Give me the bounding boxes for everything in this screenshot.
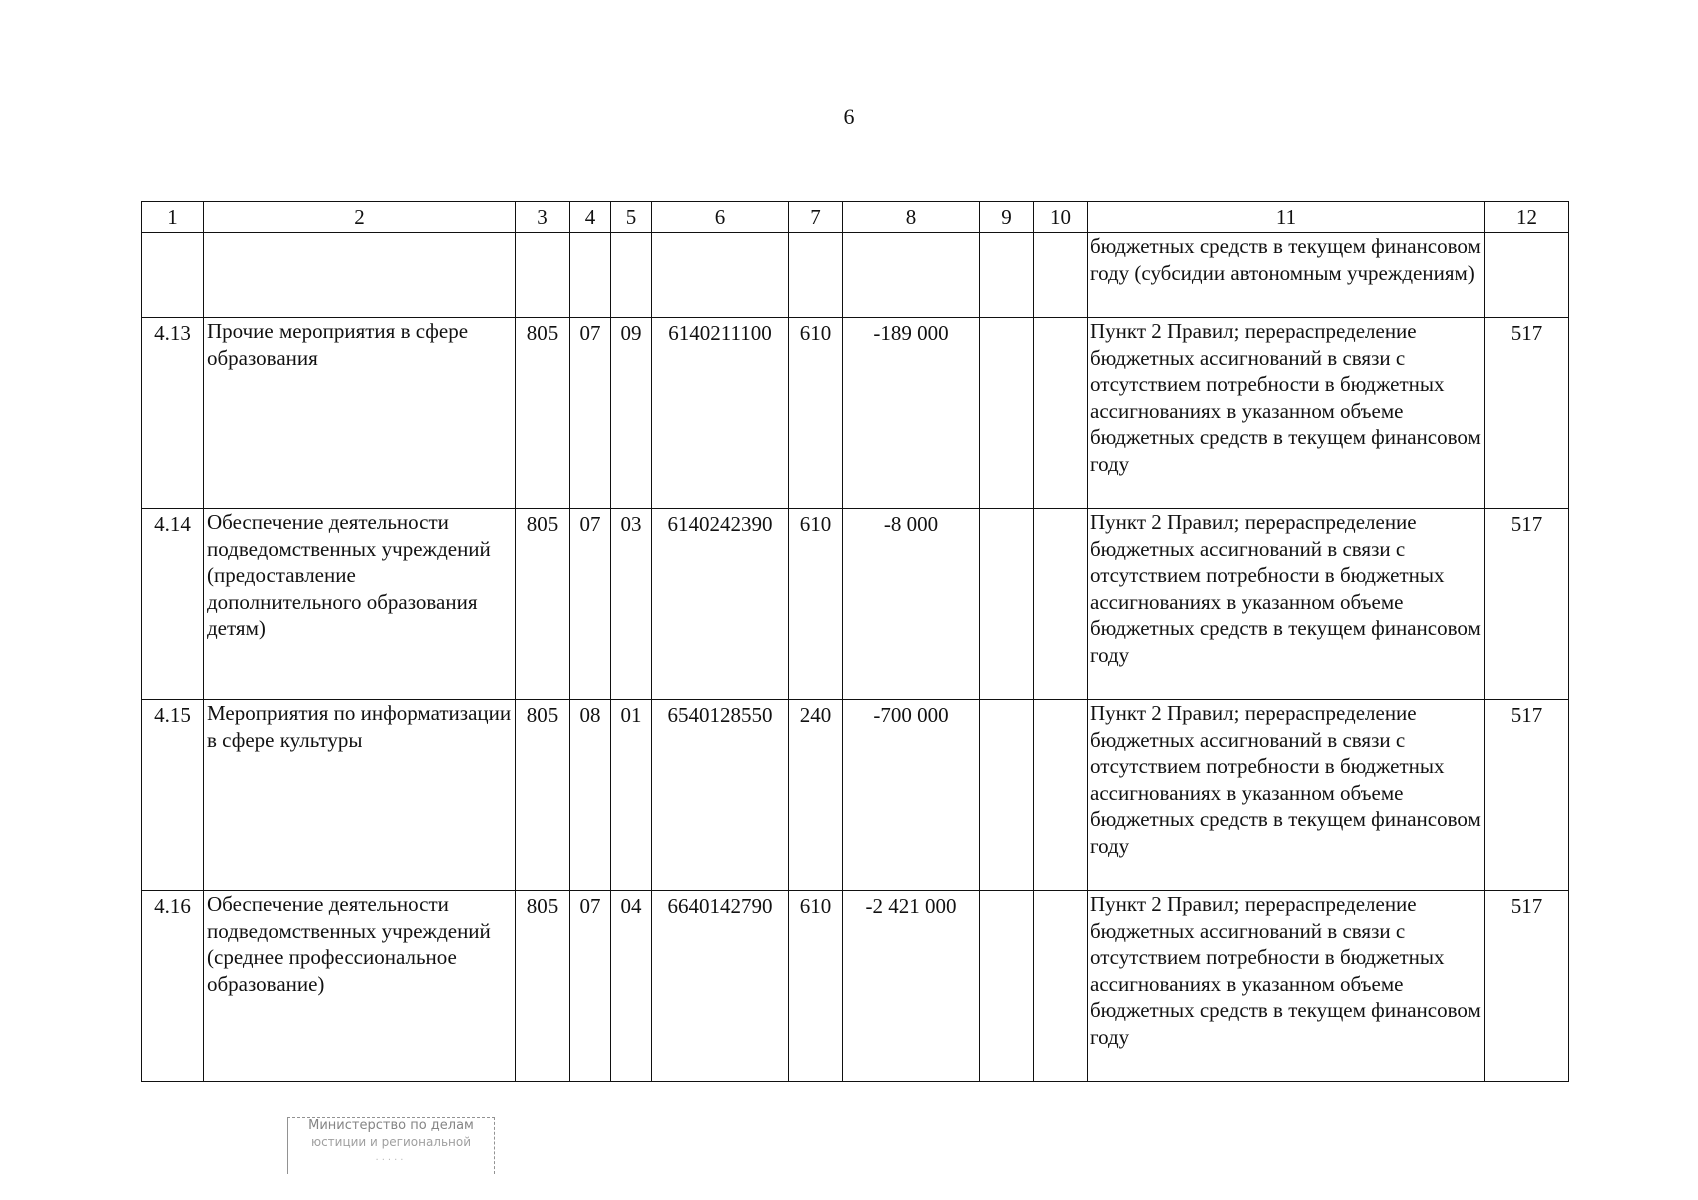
cell-c7: 610 bbox=[789, 891, 843, 1082]
cell-c9 bbox=[980, 509, 1034, 700]
ministry-stamp bbox=[287, 1117, 495, 1174]
cell-c10 bbox=[1034, 509, 1088, 700]
header-cell-5: 5 bbox=[611, 202, 652, 233]
cell-name: Мероприятия по информатизации в сфере культуры bbox=[204, 700, 516, 891]
cell-basis: Пункт 2 Правил; перераспределение бюджетных ассигнований в связи с отсутствием потребности в бюджетных ассигнованиях в указанном объеме бюджетных средств в текущем финансовом году bbox=[1088, 509, 1485, 700]
cell-c8: -189 000 bbox=[843, 318, 980, 509]
header-cell-9: 9 bbox=[980, 202, 1034, 233]
cell-num: 4.13 bbox=[142, 318, 204, 509]
header-cell-12: 12 bbox=[1485, 202, 1569, 233]
cell-c5: 03 bbox=[611, 509, 652, 700]
header-cell-2: 2 bbox=[204, 202, 516, 233]
cell-name bbox=[204, 233, 516, 318]
header-cell-8: 8 bbox=[843, 202, 980, 233]
header-cell-6: 6 bbox=[652, 202, 789, 233]
cell-num: 4.14 bbox=[142, 509, 204, 700]
cell-c12: 517 bbox=[1485, 509, 1569, 700]
cell-basis: Пункт 2 Правил; перераспределение бюджетных ассигнований в связи с отсутствием потребности в бюджетных ассигнованиях в указанном объеме бюджетных средств в текущем финансовом году bbox=[1088, 700, 1485, 891]
cell-c3: 805 bbox=[516, 509, 570, 700]
cell-c8: -2 421 000 bbox=[843, 891, 980, 1082]
cell-c3: 805 bbox=[516, 700, 570, 891]
budget-table bbox=[141, 201, 1569, 1082]
cell-c8 bbox=[843, 233, 980, 318]
header-cell-11: 11 bbox=[1088, 202, 1485, 233]
table-row bbox=[142, 891, 1569, 1082]
cell-num bbox=[142, 233, 204, 318]
cell-c9 bbox=[980, 233, 1034, 318]
cell-c10 bbox=[1034, 891, 1088, 1082]
cell-c6: 6540128550 bbox=[652, 700, 789, 891]
cell-c3 bbox=[516, 233, 570, 318]
header-row bbox=[142, 202, 1569, 233]
cell-c5 bbox=[611, 233, 652, 318]
cell-c8: -700 000 bbox=[843, 700, 980, 891]
cell-num: 4.16 bbox=[142, 891, 204, 1082]
cell-c12: 517 bbox=[1485, 318, 1569, 509]
header-cell-10: 10 bbox=[1034, 202, 1088, 233]
header-cell-4: 4 bbox=[570, 202, 611, 233]
cell-name: Обеспечение деятельности подведомственных учреждений (среднее профессиональное образование) bbox=[204, 891, 516, 1082]
cell-c9 bbox=[980, 891, 1034, 1082]
cell-c7: 610 bbox=[789, 509, 843, 700]
cell-c6: 6640142790 bbox=[652, 891, 789, 1082]
cell-c5: 04 bbox=[611, 891, 652, 1082]
cell-basis: Пункт 2 Правил; перераспределение бюджетных ассигнований в связи с отсутствием потребности в бюджетных ассигнованиях в указанном объеме бюджетных средств в текущем финансовом году bbox=[1088, 891, 1485, 1082]
cell-c9 bbox=[980, 700, 1034, 891]
cell-c3: 805 bbox=[516, 891, 570, 1082]
cell-num: 4.15 bbox=[142, 700, 204, 891]
table-row bbox=[142, 509, 1569, 700]
cell-name: Прочие мероприятия в сфере образования bbox=[204, 318, 516, 509]
cell-c12: 517 bbox=[1485, 891, 1569, 1082]
cell-c5: 01 bbox=[611, 700, 652, 891]
cell-c4 bbox=[570, 233, 611, 318]
cell-c3: 805 bbox=[516, 318, 570, 509]
page-number: 6 bbox=[843, 104, 855, 129]
cell-c4: 08 bbox=[570, 700, 611, 891]
cell-c6 bbox=[652, 233, 789, 318]
cell-c9 bbox=[980, 318, 1034, 509]
cell-c10 bbox=[1034, 318, 1088, 509]
cell-c10 bbox=[1034, 700, 1088, 891]
table-row-continuation bbox=[142, 233, 1569, 318]
cell-c12: 517 bbox=[1485, 700, 1569, 891]
cell-c7: 610 bbox=[789, 318, 843, 509]
header-cell-1: 1 bbox=[142, 202, 204, 233]
cell-c7: 240 bbox=[789, 700, 843, 891]
cell-basis: Пункт 2 Правил; перераспределение бюджетных ассигнований в связи с отсутствием потребности в бюджетных ассигнованиях в указанном объеме бюджетных средств в текущем финансовом году bbox=[1088, 318, 1485, 509]
cell-c4: 07 bbox=[570, 891, 611, 1082]
table-row bbox=[142, 318, 1569, 509]
cell-c12 bbox=[1485, 233, 1569, 318]
stamp-line-1: Министерство по делам bbox=[308, 1118, 474, 1133]
cell-c6: 6140211100 bbox=[652, 318, 789, 509]
cell-c5: 09 bbox=[611, 318, 652, 509]
cell-c6: 6140242390 bbox=[652, 509, 789, 700]
stamp-line-3: ..... bbox=[375, 1152, 407, 1163]
cell-c4: 07 bbox=[570, 509, 611, 700]
table-row bbox=[142, 700, 1569, 891]
cell-c4: 07 bbox=[570, 318, 611, 509]
cell-c8: -8 000 bbox=[843, 509, 980, 700]
cell-name: Обеспечение деятельности подведомственных учреждений (предоставление дополнительного образования детям) bbox=[204, 509, 516, 700]
cell-basis: бюджетных средств в текущем финансовом году (субсидии автономным учреждениям) bbox=[1088, 233, 1485, 318]
stamp-line-2: юстиции и региональной bbox=[310, 1135, 472, 1149]
header-cell-7: 7 bbox=[789, 202, 843, 233]
cell-c10 bbox=[1034, 233, 1088, 318]
header-cell-3: 3 bbox=[516, 202, 570, 233]
cell-c7 bbox=[789, 233, 843, 318]
